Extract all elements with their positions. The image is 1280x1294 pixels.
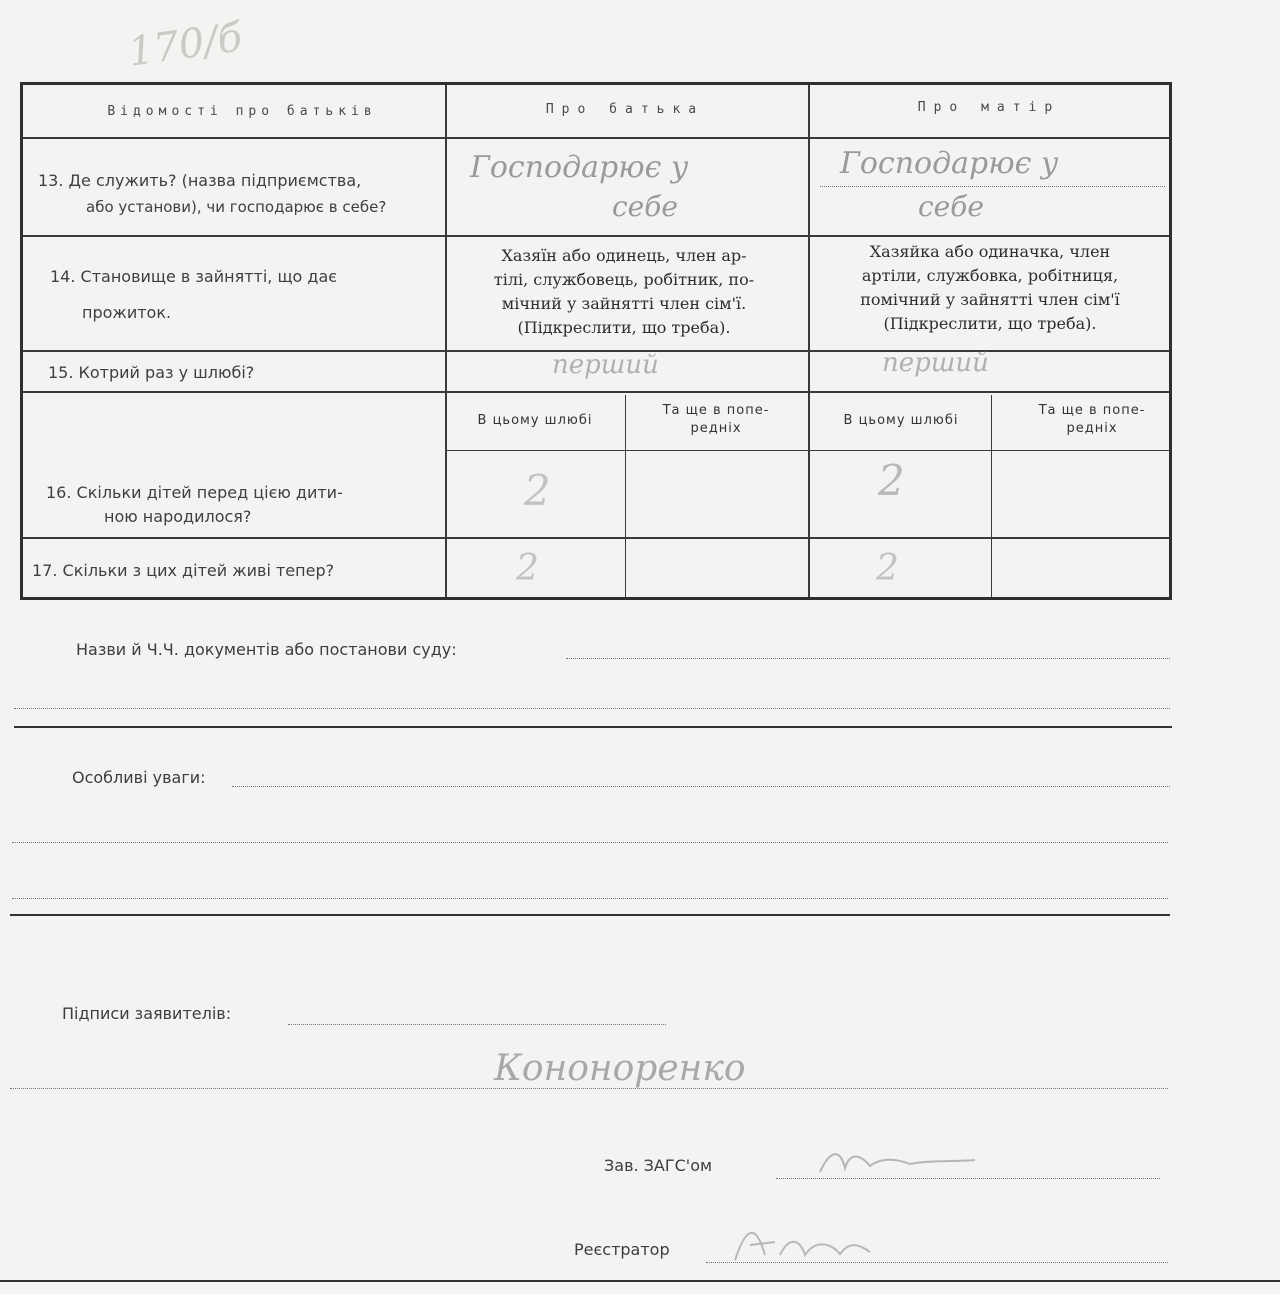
subheader-father-this-marriage: В цьому шлюбі <box>477 413 593 428</box>
row17-question: 17. Скільки з цих дітей живі тепер? <box>32 561 335 580</box>
row14-mother-options <box>812 240 1168 336</box>
mother-option-line4: (Підкреслити, що треба). <box>883 314 1097 333</box>
subheader-mother-previous: Та ще в попе-редніх <box>1038 403 1146 436</box>
row13-question-line1: 13. Де служить? (назва підприємства, <box>38 171 362 190</box>
row14-father-options <box>448 244 800 340</box>
row13-mother-answer-line1: Господарює у <box>840 146 1059 181</box>
mother-option-line2: артіли, службовка, робітниця, <box>861 266 1119 285</box>
father-option-line2: тілі, службовець, робітник, по- <box>493 270 755 289</box>
row15-mother-answer: перший <box>882 348 989 378</box>
header-father: Про батька <box>545 102 705 117</box>
registrar-label: Реєстратор <box>574 1240 670 1259</box>
header-parents-info: Відомості про батьків <box>107 104 377 119</box>
header-mother: Про матір <box>917 100 1061 115</box>
father-option-line1: Хазяїн або одинець, член ар- <box>501 246 747 265</box>
row13-question-line2: або установи), чи господарює в себе? <box>86 198 387 216</box>
documents-label: Назви й Ч.Ч. документів або постанови суду: <box>76 640 457 659</box>
corner-number: 170/б <box>125 14 245 76</box>
mother-option-line3: помічний у зайнятті член сім'ї <box>860 290 1120 309</box>
row14-question-line1: 14. Становище в зайнятті, що дає <box>50 267 338 286</box>
subheader-father-previous: Та ще в попе-редніх <box>662 403 770 436</box>
row16-question-line1: 16. Скільки дітей перед цією дити- <box>46 483 343 502</box>
row15-question: 15. Котрий раз у шлюбі? <box>48 363 255 382</box>
applicant-signature: Кононоренко <box>494 1048 746 1089</box>
subheader-mother-this-marriage: В цьому шлюбі <box>843 413 959 428</box>
applicant-signatures-label: Підписи заявителів: <box>62 1004 232 1023</box>
row16-mother-this-marriage-value: 2 <box>878 456 905 505</box>
registrar-signature <box>720 1210 900 1270</box>
notes-label: Особливі уваги: <box>72 768 206 787</box>
head-signature <box>800 1140 1000 1180</box>
row13-father-answer-line2: себе <box>612 190 678 223</box>
head-registry-label: Зав. ЗАГС'ом <box>604 1156 713 1175</box>
mother-option-line1: Хазяйка або одиначка, член <box>869 242 1111 261</box>
row17-father-value: 2 <box>516 548 539 589</box>
row15-father-answer: перший <box>552 350 659 380</box>
father-option-line3: мічний у зайнятті член сім'ї. <box>501 294 747 313</box>
row17-mother-value: 2 <box>876 548 899 589</box>
row14-question-line2: прожиток. <box>82 303 172 322</box>
row13-mother-answer-line2: себе <box>918 190 984 223</box>
father-option-line4: (Підкреслити, що треба). <box>517 318 731 337</box>
row16-question-line2: ною народилося? <box>104 507 252 526</box>
row13-father-answer-line1: Господарює у <box>470 150 689 185</box>
row16-father-this-marriage-value: 2 <box>524 466 551 515</box>
